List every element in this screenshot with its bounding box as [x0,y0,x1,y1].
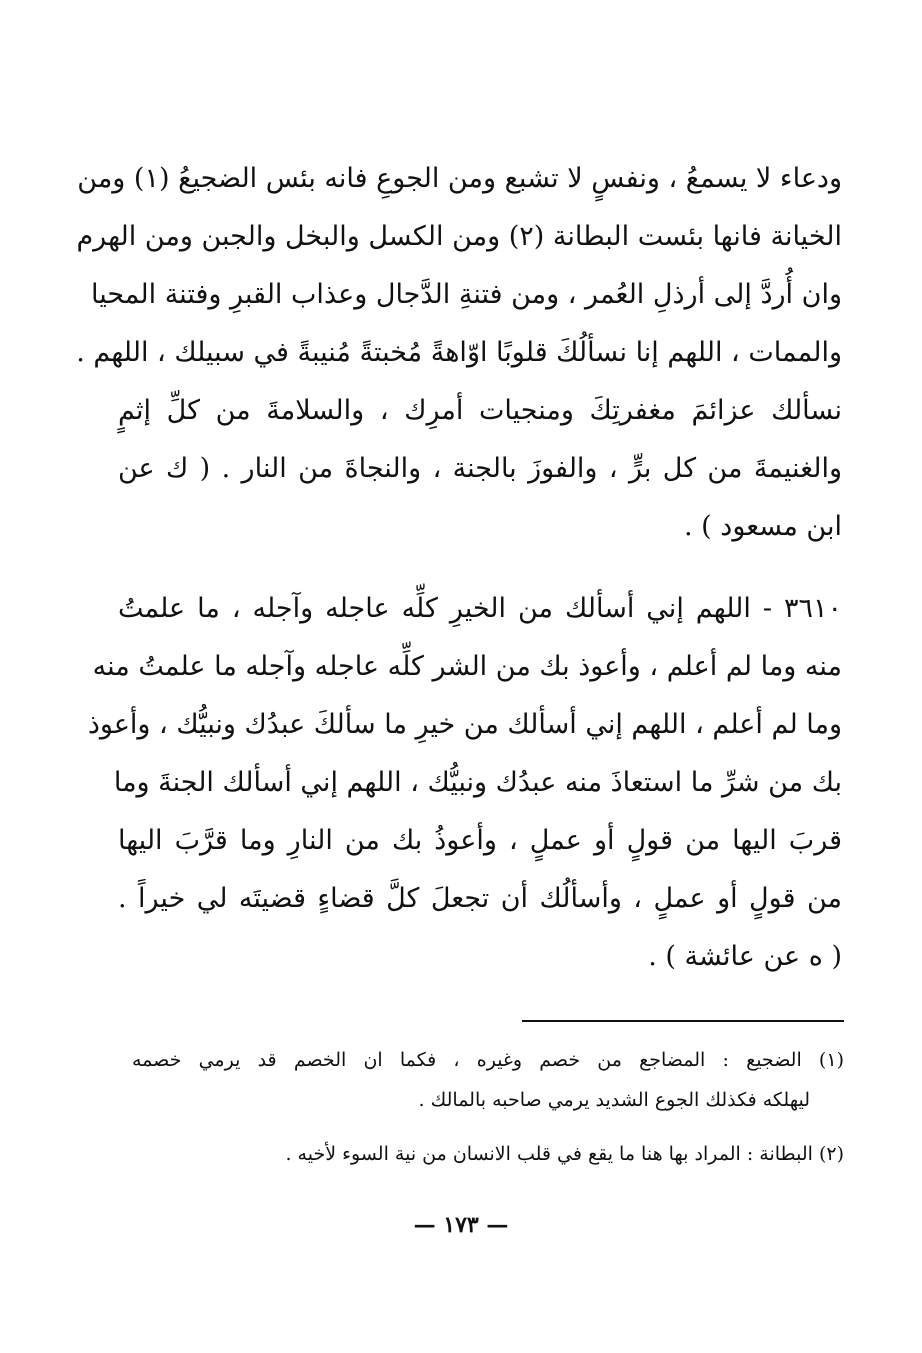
footnote-1-line: ليهلكه فكذلك الجوع الشديد يرمي صاحبه بالمالك . [418,1089,810,1111]
page-number: — ١٧٣ — [413,1212,509,1238]
paragraph-line: من قولٍ أو عملٍ ، وأسألُك أن تجعلَ كلَّ قضاءٍ قضيتَه لي خيراً . [118,883,842,914]
paragraph-line: بك من شرِّ ما استعاذَ منه عبدُك ونبيُّك ، اللهم إني أسألك الجنةَ وما [113,767,842,798]
paragraph-line: الخيانة فانها بئست البطانة (٢) ومن الكسل والبخل والجبن ومن الهرم [76,221,842,252]
paragraph-line: وان أُردَّ إلى أرذلِ العُمر ، ومن فتنةِ الدَّجال وعذاب القبرِ وفتنة المحيا [90,279,842,310]
paragraph-line: ابن مسعود ) . [684,511,842,542]
paragraph-line: ( ه عن عائشة ) . [648,941,842,972]
paragraph-line: ٣٦١٠ - اللهم إني أسألك من الخيرِ كلِّه عاجله وآجله ، ما علمتُ [118,593,842,624]
footnote-divider [522,1020,844,1022]
footnotes [132,1040,844,1174]
paragraph-line: وما لم أعلم ، اللهم إني أسألك من خيرِ ما سألكَ عبدُك ونبيُّك ، وأعوذ [87,709,842,740]
paragraph-line: نسألك عزائمَ مغفرتِكَ ومنجيات أمرِك ، والسلامةَ من كلِّ إثمٍ [118,395,842,426]
paragraph-line: والغنيمةَ من كل برٍّ ، والفوزَ بالجنة ، والنجاةَ من النار . ( ك عن [118,453,842,484]
paragraph-1 [76,150,842,556]
paragraph-line: ودعاء لا يسمعُ ، ونفسٍ لا تشبع ومن الجوعِ فانه بئس الضجيعُ (١) ومن [77,163,842,194]
paragraph-2 [87,580,843,986]
footnote-2-line: (٢) البطانة : المراد بها هنا ما يقع في قلب الانسان من نية السوء لأخيه . [285,1143,844,1165]
paragraph-line: منه وما لم أعلم ، وأعوذ بك من الشر كلِّه عاجله وآجله ما علمتُ منه [92,651,842,682]
paragraph-line: والممات ، اللهم إنا نسألُكَ قلوبًا اوّاهةً مُخبتةً مُنيبةً في سبيلك ، اللهم . [76,337,842,368]
footnote-1-line: (١) الضجيع : المضاجع من خصم وغيره ، فكما ان الخصم قد يرمي خصمه [132,1049,844,1071]
paragraph-line: قربَ اليها من قولٍ أو عملٍ ، وأعوذُ بك من النارِ وما قرَّبَ اليها [118,825,843,856]
